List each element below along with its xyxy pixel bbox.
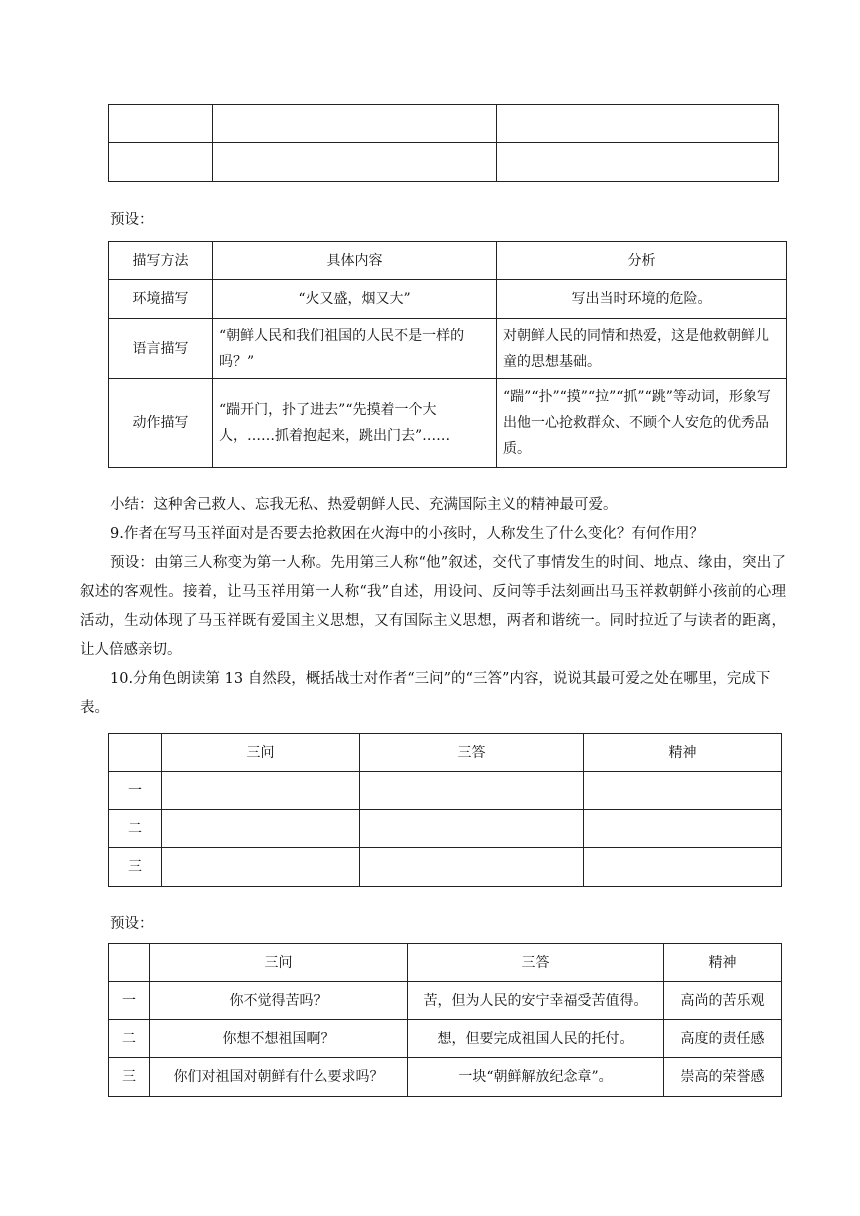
table-header-row bbox=[109, 944, 782, 982]
table-cell bbox=[584, 772, 782, 810]
table-cell bbox=[213, 143, 497, 182]
question-9-answer: 预设：由第三人称变为第一人称。先用第三人称“他”叙述，交代了事情发生的时间、地点、缘由，突出了叙述的客观性。接着，让马玉祥用第一人称“我”自述，用设问、反问等手法刻画出马玉祥救朝鲜小孩前的心理活动，生动体现了马玉祥既有爱国主义思想，又有国际主义思想，两者和谐统一。同时拉近了与读者的距离，让人倍感亲切。 bbox=[80, 555, 786, 658]
table-cell bbox=[162, 772, 360, 810]
header-cell: 三问 bbox=[150, 944, 408, 982]
table-cell: 一 bbox=[109, 982, 150, 1020]
header-cell: 分析 bbox=[497, 242, 787, 280]
table-cell bbox=[360, 848, 584, 887]
table-three-questions-answers bbox=[108, 943, 782, 1097]
table-cell bbox=[360, 810, 584, 848]
table-cell: 三 bbox=[109, 848, 162, 887]
table-cell: 一块“朝鲜解放纪念章”。 bbox=[408, 1058, 664, 1097]
table-three-questions-blank bbox=[108, 733, 782, 887]
question-9: 9.作者在写马玉祥面对是否要去抢救困在火海中的小孩时，人称发生了什么变化？有何作用？ bbox=[110, 526, 704, 542]
preset-label: 预设： bbox=[110, 916, 154, 932]
table-cell: “火又盛，烟又大” bbox=[213, 280, 497, 319]
header-cell: 精神 bbox=[664, 944, 782, 982]
table-cell: 你们对祖国对朝鲜有什么要求吗？ bbox=[150, 1058, 408, 1097]
table-cell: 你不觉得苦吗？ bbox=[150, 982, 408, 1020]
summary-text: 小结：这种舍己救人、忘我无私、热爱朝鲜人民、充满国际主义的精神最可爱。 bbox=[110, 497, 618, 513]
table-row bbox=[109, 319, 787, 379]
table-cell bbox=[584, 810, 782, 848]
header-cell: 三答 bbox=[408, 944, 664, 982]
table-cell: 对朝鲜人民的同情和热爱，这是他救朝鲜儿童的思想基础。 bbox=[497, 319, 787, 379]
table-row bbox=[109, 772, 782, 810]
table-cell: 苦，但为人民的安宁幸福受苦值得。 bbox=[408, 982, 664, 1020]
preset-label: 预设： bbox=[110, 212, 154, 228]
table-cell: 想，但要完成祖国人民的托付。 bbox=[408, 1020, 664, 1058]
header-cell bbox=[109, 944, 150, 982]
table-cell: 高尚的苦乐观 bbox=[664, 982, 782, 1020]
header-cell: 描写方法 bbox=[109, 242, 213, 280]
table-cell: 高度的责任感 bbox=[664, 1020, 782, 1058]
table-cell: 写出当时环境的危险。 bbox=[497, 280, 787, 319]
table-row bbox=[109, 1058, 782, 1097]
table-row bbox=[109, 105, 779, 143]
question-10: 10.分角色朗读第 13 自然段，概括战士对作者“三问”的“三答”内容，说说其最可爱之处在哪里，完成下表。 bbox=[80, 671, 771, 716]
table-cell bbox=[360, 772, 584, 810]
table-1 bbox=[108, 104, 779, 182]
table-row bbox=[109, 379, 787, 468]
table-cell: 动作描写 bbox=[109, 379, 213, 468]
table-cell: 环境描写 bbox=[109, 280, 213, 319]
table-cell: 二 bbox=[109, 1020, 150, 1058]
table-cell bbox=[213, 105, 497, 143]
table-row bbox=[109, 1020, 782, 1058]
header-cell: 三问 bbox=[162, 734, 360, 772]
table-cell bbox=[497, 105, 779, 143]
table-row bbox=[109, 280, 787, 319]
header-cell bbox=[109, 734, 162, 772]
table-description-methods bbox=[108, 241, 787, 468]
header-cell: 三答 bbox=[360, 734, 584, 772]
table-cell: 一 bbox=[109, 772, 162, 810]
table-row bbox=[109, 810, 782, 848]
table-cell: “朝鲜人民和我们祖国的人民不是一样的吗？” bbox=[213, 319, 497, 379]
table-cell: 你想不想祖国啊？ bbox=[150, 1020, 408, 1058]
table-row bbox=[109, 982, 782, 1020]
table-cell: “踹开门，扑了进去”“先摸着一个大人，……抓着抱起来，跳出门去”…… bbox=[213, 379, 497, 468]
header-cell: 精神 bbox=[584, 734, 782, 772]
table-cell bbox=[109, 143, 213, 182]
table-header-row bbox=[109, 734, 782, 772]
table-cell: 语言描写 bbox=[109, 319, 213, 379]
table-cell bbox=[162, 810, 360, 848]
table-cell: 崇高的荣誉感 bbox=[664, 1058, 782, 1097]
header-cell: 具体内容 bbox=[213, 242, 497, 280]
table-row bbox=[109, 143, 779, 182]
table-header-row bbox=[109, 242, 787, 280]
table-row bbox=[109, 848, 782, 887]
table-cell: 三 bbox=[109, 1058, 150, 1097]
table-cell bbox=[584, 848, 782, 887]
table-cell: “踹”“扑”“摸”“拉”“抓”“跳”等动词，形象写出他一心抢救群众、不顾个人安危的优秀品质。 bbox=[497, 379, 787, 468]
table-cell: 二 bbox=[109, 810, 162, 848]
table-cell bbox=[497, 143, 779, 182]
table-cell bbox=[109, 105, 213, 143]
table-cell bbox=[162, 848, 360, 887]
